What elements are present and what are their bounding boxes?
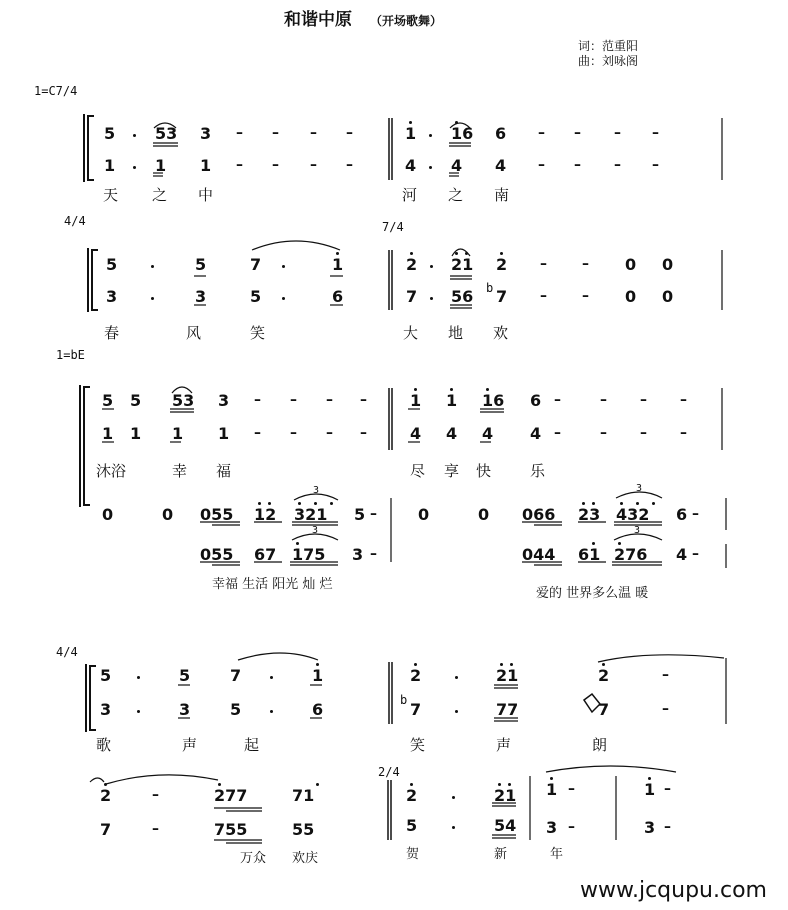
note: 3 xyxy=(200,124,212,143)
flat-sign: b xyxy=(400,693,408,707)
note: 5 xyxy=(179,666,191,685)
note: 4 xyxy=(676,545,688,564)
note: 55 xyxy=(292,820,315,839)
note-dash: – xyxy=(600,392,607,408)
high-octave-dot xyxy=(410,252,413,255)
note: 54 xyxy=(494,816,517,835)
note-dash: – xyxy=(310,157,317,173)
note: 321 xyxy=(294,505,328,524)
augmentation-dot xyxy=(455,676,458,679)
note: 5 xyxy=(104,124,116,143)
lyric: 尽 xyxy=(410,462,426,480)
lyricist-credit: 词：范重阳 xyxy=(578,39,639,53)
augmentation-dot xyxy=(137,676,140,679)
note: 67 xyxy=(254,545,277,564)
note-dash: – xyxy=(680,392,687,408)
note: 2 xyxy=(100,786,112,805)
augmentation-dot xyxy=(430,265,433,268)
time-signature: 2/4 xyxy=(378,765,400,779)
note: 16 xyxy=(451,124,474,143)
note: 7 xyxy=(230,666,242,685)
note-dash: – xyxy=(652,157,659,173)
lyric: 万众 xyxy=(240,851,267,866)
high-octave-dot xyxy=(316,783,319,786)
note: 21 xyxy=(496,666,519,685)
note-dash: – xyxy=(346,125,353,141)
note: 6 xyxy=(332,287,344,306)
key-signature: 1=bE xyxy=(56,348,85,362)
high-octave-dot xyxy=(500,663,503,666)
augmentation-dot xyxy=(429,134,432,137)
high-octave-dot xyxy=(652,502,655,505)
note: 1 xyxy=(102,424,114,443)
lyric: 幸 xyxy=(172,462,188,480)
augmentation-dot xyxy=(430,297,433,300)
note: 7 xyxy=(100,820,112,839)
note: 12 xyxy=(254,505,277,524)
note-dash: – xyxy=(600,425,607,441)
note: 1 xyxy=(332,255,344,274)
note: 276 xyxy=(614,545,648,564)
high-octave-dot xyxy=(410,783,413,786)
high-octave-dot xyxy=(330,502,333,505)
lyric: 南 xyxy=(494,186,510,204)
note-dash: – xyxy=(652,125,659,141)
augmentation-dot xyxy=(282,265,285,268)
song-title: 和谐中原 xyxy=(284,10,352,30)
lyric: 中 xyxy=(198,186,214,204)
lyric-line: 幸福 生活 阳光 灿 烂 xyxy=(212,577,333,592)
note: 4 xyxy=(451,156,463,175)
note-dash: – xyxy=(254,425,261,441)
note-dash: – xyxy=(152,787,159,803)
note-dash: – xyxy=(360,425,367,441)
note: 5 xyxy=(406,816,418,835)
triplet-mark: 3 xyxy=(313,485,320,496)
note-dash: – xyxy=(370,506,377,522)
high-octave-dot xyxy=(620,502,623,505)
note: 4 xyxy=(495,156,507,175)
note: 1 xyxy=(172,424,184,443)
note-dash: – xyxy=(614,125,621,141)
high-octave-dot xyxy=(316,663,319,666)
lyric: 朗 xyxy=(592,736,608,754)
lyric: 笑 xyxy=(410,736,426,754)
note: 6 xyxy=(676,505,688,524)
note: 6 xyxy=(312,700,324,719)
note: 0 xyxy=(625,255,637,274)
note: 7 xyxy=(598,700,610,719)
note-dash: – xyxy=(582,256,589,272)
note: 4 xyxy=(405,156,417,175)
note: 23 xyxy=(578,505,601,524)
lyric: 河 xyxy=(402,186,418,204)
high-octave-dot xyxy=(314,502,317,505)
note: 2 xyxy=(406,786,418,805)
high-octave-dot xyxy=(268,502,271,505)
note: 1 xyxy=(155,156,167,175)
note: 044 xyxy=(522,545,556,564)
note-dash: – xyxy=(370,546,377,562)
note-dash: – xyxy=(680,425,687,441)
lyric: 地 xyxy=(448,324,464,342)
note-dash: – xyxy=(692,546,699,562)
note-dash: – xyxy=(692,506,699,522)
augmentation-dot xyxy=(133,166,136,169)
note: 53 xyxy=(172,391,195,410)
note-dash: – xyxy=(538,125,545,141)
note: 6 xyxy=(495,124,507,143)
note: 7 xyxy=(250,255,262,274)
note: 3 xyxy=(218,391,230,410)
high-octave-dot xyxy=(465,252,468,255)
note-dash: – xyxy=(152,821,159,837)
note-dash: – xyxy=(554,392,561,408)
high-octave-dot xyxy=(450,388,453,391)
lyric: 歌 xyxy=(96,736,112,754)
note-dash: – xyxy=(664,781,671,797)
note: 0 xyxy=(625,287,637,306)
high-octave-dot xyxy=(218,783,221,786)
note: 7 xyxy=(496,287,508,306)
augmentation-dot xyxy=(137,710,140,713)
lyric: 快 xyxy=(476,462,492,480)
note: 0 xyxy=(102,505,114,524)
note-dash: – xyxy=(540,256,547,272)
note-dash: – xyxy=(290,425,297,441)
note: 5 xyxy=(100,666,112,685)
note: 5 xyxy=(102,391,114,410)
high-octave-dot xyxy=(298,502,301,505)
note-dash: – xyxy=(236,125,243,141)
note: 1 xyxy=(546,780,558,799)
note-dash: – xyxy=(236,157,243,173)
note: 1 xyxy=(405,124,417,143)
high-octave-dot xyxy=(336,252,339,255)
note: 16 xyxy=(482,391,505,410)
note: 0 xyxy=(662,255,674,274)
augmentation-dot xyxy=(429,166,432,169)
high-octave-dot xyxy=(648,777,651,780)
lyric: 沐浴 xyxy=(96,462,127,480)
lyric: 欢庆 xyxy=(292,851,319,866)
augmentation-dot xyxy=(455,710,458,713)
note: 2 xyxy=(598,666,610,685)
note-dash: – xyxy=(614,157,621,173)
high-octave-dot xyxy=(455,121,458,124)
note: 5 xyxy=(106,255,118,274)
augmentation-dot xyxy=(270,676,273,679)
note: 1 xyxy=(644,780,656,799)
lyric: 声 xyxy=(496,736,512,754)
note: 6 xyxy=(530,391,542,410)
lyric: 之 xyxy=(448,186,464,204)
note-dash: – xyxy=(664,819,671,835)
lyric-line: 爱的 世界多么温 暖 xyxy=(536,586,649,601)
note-dash: – xyxy=(574,157,581,173)
note: 21 xyxy=(451,255,474,274)
note: 0 xyxy=(162,505,174,524)
note: 1 xyxy=(130,424,142,443)
note: 0 xyxy=(418,505,430,524)
note: 1 xyxy=(200,156,212,175)
high-octave-dot xyxy=(455,252,458,255)
flat-sign: b xyxy=(486,281,494,295)
note: 5 xyxy=(250,287,262,306)
note: 3 xyxy=(546,818,558,837)
augmentation-dot xyxy=(282,297,285,300)
note: 4 xyxy=(530,424,542,443)
lyric: 欢 xyxy=(493,324,509,342)
note: 5 xyxy=(130,391,142,410)
augmentation-dot xyxy=(133,134,136,137)
note-dash: – xyxy=(272,125,279,141)
note: 2 xyxy=(406,255,418,274)
lyric: 乐 xyxy=(530,462,546,480)
triplet-mark: 3 xyxy=(636,483,643,494)
lyric: 起 xyxy=(244,736,260,754)
note: 1 xyxy=(218,424,230,443)
lyric: 风 xyxy=(186,324,202,342)
lyric: 声 xyxy=(182,736,198,754)
note: 4 xyxy=(410,424,422,443)
note: 3 xyxy=(195,287,207,306)
triplet-mark: 3 xyxy=(312,525,319,536)
lyric: 春 xyxy=(104,324,120,342)
note: 3 xyxy=(100,700,112,719)
note: 7 xyxy=(406,287,418,306)
note: 055 xyxy=(200,505,234,524)
high-octave-dot xyxy=(636,502,639,505)
note: 77 xyxy=(496,700,519,719)
high-octave-dot xyxy=(602,663,605,666)
augmentation-dot xyxy=(270,710,273,713)
note-dash: – xyxy=(640,425,647,441)
note: 755 xyxy=(214,820,248,839)
high-octave-dot xyxy=(592,502,595,505)
note: 3 xyxy=(106,287,118,306)
note-dash: – xyxy=(290,392,297,408)
note: 277 xyxy=(214,786,248,805)
high-octave-dot xyxy=(592,542,595,545)
note: 56 xyxy=(451,287,474,306)
composer-credit: 曲：刘咏阁 xyxy=(578,54,639,68)
lyric: 笑 xyxy=(250,324,266,342)
note: 61 xyxy=(578,545,601,564)
note: 2 xyxy=(496,255,508,274)
lyric: 大 xyxy=(403,324,419,342)
note-dash: – xyxy=(310,125,317,141)
lyric: 享 xyxy=(444,462,460,480)
augmentation-dot xyxy=(151,297,154,300)
note-dash: – xyxy=(662,701,669,717)
note: 53 xyxy=(155,124,178,143)
high-octave-dot xyxy=(104,783,107,786)
note: 1 xyxy=(446,391,458,410)
note-dash: – xyxy=(568,819,575,835)
note-dash: – xyxy=(574,125,581,141)
note: 5 xyxy=(354,505,366,524)
high-octave-dot xyxy=(258,502,261,505)
high-octave-dot xyxy=(618,542,621,545)
lyric: 新 xyxy=(494,847,508,862)
augmentation-dot xyxy=(151,265,154,268)
site-watermark: www.jcqupu.com xyxy=(580,878,767,903)
note: 0 xyxy=(662,287,674,306)
note-dash: – xyxy=(346,157,353,173)
lyric: 贺 xyxy=(406,847,420,862)
high-octave-dot xyxy=(414,388,417,391)
note-dash: – xyxy=(538,157,545,173)
note-dash: – xyxy=(568,781,575,797)
high-octave-dot xyxy=(550,777,553,780)
note: 1 xyxy=(410,391,422,410)
note: 432 xyxy=(616,505,650,524)
lyric: 年 xyxy=(550,847,564,862)
high-octave-dot xyxy=(500,252,503,255)
note: 3 xyxy=(644,818,656,837)
lyric: 天 xyxy=(103,186,119,204)
time-signature: 4/4 xyxy=(56,645,78,659)
high-octave-dot xyxy=(498,783,501,786)
high-octave-dot xyxy=(296,542,299,545)
note: 3 xyxy=(179,700,191,719)
note: 4 xyxy=(482,424,494,443)
augmentation-dot xyxy=(452,796,455,799)
note-dash: – xyxy=(582,288,589,304)
note-dash: – xyxy=(326,425,333,441)
note-dash: – xyxy=(326,392,333,408)
high-octave-dot xyxy=(508,783,511,786)
note: 4 xyxy=(446,424,458,443)
note: 066 xyxy=(522,505,556,524)
song-subtitle: （开场歌舞） xyxy=(370,14,443,28)
note-dash: – xyxy=(662,667,669,683)
key-time-signature: 1=C7/4 xyxy=(34,84,78,98)
triplet-mark: 3 xyxy=(634,525,641,536)
note: 175 xyxy=(292,545,326,564)
note-dash: – xyxy=(360,392,367,408)
lyric: 福 xyxy=(216,462,232,480)
augmentation-dot xyxy=(452,826,455,829)
note: 5 xyxy=(230,700,242,719)
note: 21 xyxy=(494,786,517,805)
note: 055 xyxy=(200,545,234,564)
note: 71 xyxy=(292,786,315,805)
high-octave-dot xyxy=(414,663,417,666)
high-octave-dot xyxy=(582,502,585,505)
high-octave-dot xyxy=(510,663,513,666)
note: 0 xyxy=(478,505,490,524)
note: 1 xyxy=(104,156,116,175)
note: 2 xyxy=(410,666,422,685)
high-octave-dot xyxy=(486,388,489,391)
note-dash: – xyxy=(272,157,279,173)
time-signature: 4/4 xyxy=(64,214,86,228)
note-dash: – xyxy=(254,392,261,408)
note: 3 xyxy=(352,545,364,564)
note-dash: – xyxy=(554,425,561,441)
note: 5 xyxy=(195,255,207,274)
time-signature: 7/4 xyxy=(382,220,404,234)
note: 1 xyxy=(312,666,324,685)
lyric: 之 xyxy=(152,186,168,204)
note-dash: – xyxy=(640,392,647,408)
note-dash: – xyxy=(540,288,547,304)
high-octave-dot xyxy=(409,121,412,124)
note: 7 xyxy=(410,700,422,719)
